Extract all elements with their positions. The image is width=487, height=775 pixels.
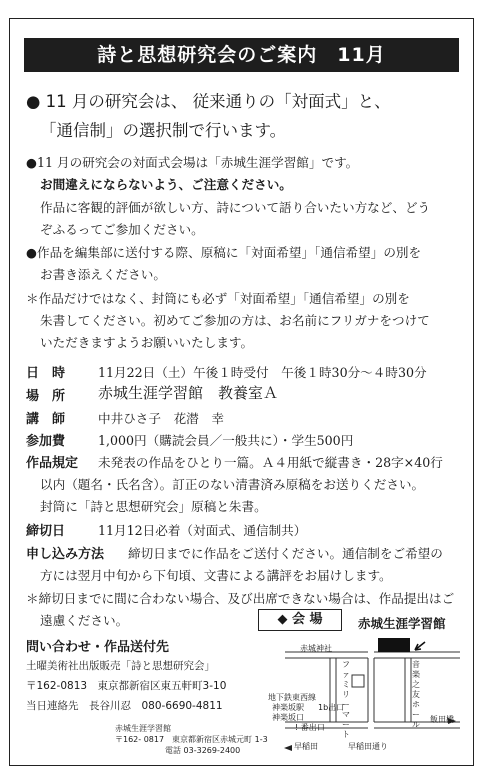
bullet-3-line-3: いただきますようお願いいたします。	[40, 335, 254, 350]
page-title: 詩と思想研究会のご案内 11月	[24, 38, 459, 72]
bullet-2-line-1: ●作品を編集部に送付する際、原稿に「対面希望」「通信希望」の別を	[26, 245, 422, 260]
venue-phone: 電話 03-3269-2400	[165, 746, 241, 755]
venue-name: 赤城生涯学習館	[115, 724, 171, 733]
apply-line-1: 締切日までに作品をご送付ください。通信制をご希望の	[128, 546, 443, 561]
bullet-3-line-1: ＊作品だけではなく、封筒にも必ず「対面希望」「通信希望」の別を	[26, 291, 410, 306]
intro-line-1: ● 11 月の研究会は、 従来通りの「対面式」と、	[26, 92, 391, 111]
map-iidabashi: 飯田橋	[430, 715, 454, 724]
rule-line-2: 以内（題名・氏名含）。訂正のない清書済み原稿をお送りください。	[40, 477, 425, 492]
date-label: 日 時	[26, 366, 66, 381]
map-waseda-street: 早稲田通り	[348, 742, 388, 751]
place-label: 場 所	[26, 389, 66, 404]
map-subway-1: 地下鉄東西線	[268, 693, 316, 702]
map-subway-2: 神楽坂駅	[272, 703, 304, 712]
map-subway-3: 神楽坂口	[272, 713, 304, 722]
bullet-2-line-2: お書き添えください。	[40, 267, 166, 282]
west-arrow-icon	[284, 745, 292, 751]
venue-building-icon	[378, 638, 410, 652]
contact-org: 土曜美術社出版販売「詩と思想研究会」	[26, 660, 215, 672]
map-road-vertical	[368, 658, 374, 722]
bullet-1-line-2: お間違えにならないよう、ご注意ください。	[40, 177, 292, 192]
intro-line-2: 「通信制」の選択制で行います。	[40, 121, 287, 140]
place-value: 赤城生涯学習館 教養室Ａ	[98, 384, 279, 402]
map-exit-label: 1b出口	[318, 703, 345, 712]
apply-label: 申し込み方法	[26, 547, 105, 562]
map-familymart: ファミリーマート	[342, 660, 350, 739]
map-road-right	[405, 658, 411, 722]
venue-arrow-icon	[415, 642, 425, 650]
map-exit-num: ! 番出口	[295, 723, 325, 732]
note-line-1: ＊締切日までに間に合わない場合、及び出席できない場合は、作品提出はご	[26, 591, 455, 606]
bullet-3-line-2: 朱書してください。初めてご参加の方は、お名前にフリガナをつけて	[40, 313, 430, 328]
bullet-1-line-1: ●11 月の研究会の対面式会場は「赤城生涯学習館」です。	[26, 155, 359, 170]
apply-line-2: 方には翌月中旬から下旬頃、文書による講評をお届けします。	[40, 568, 392, 583]
fee-value: 1,000円（購読会員／一般共に）・学生500円	[98, 433, 354, 448]
contact-phone: 当日連絡先 長谷川忍 080-6690-4811	[26, 700, 223, 712]
rule-line-1: 未発表の作品をひとり一篇。Ａ４用紙で縦書き・28字×40行	[98, 455, 443, 470]
lecturer-label: 講 師	[26, 412, 66, 427]
deadline-label: 締切日	[26, 524, 66, 539]
bullet-1-line-3: 作品に客観的評価が欲しい方、詩について語り合いたい方など、どう	[40, 200, 431, 215]
rule-label: 作品規定	[26, 456, 79, 471]
deadline-value: 11月12日必着（対面式、通信制共）	[98, 523, 307, 538]
note-line-2: 遠慮ください。	[40, 613, 129, 628]
lecturer-value: 中井ひさ子 花潜 幸	[98, 411, 224, 426]
fee-label: 参加費	[26, 434, 66, 449]
map-waseda: 早稲田	[294, 742, 318, 751]
map-venue-label: 赤城生涯学習館	[358, 616, 446, 631]
map-ongaku-hall: 音楽之友ホール	[412, 660, 420, 729]
contact-header: 問い合わせ・作品送付先	[26, 640, 170, 655]
map-shrine-label: 赤城神社	[300, 644, 332, 653]
bullet-1-line-4: ぞふるってご参加ください。	[40, 222, 204, 237]
venue-postal: 〒162- 0817 東京都新宿区赤城元町 1-3	[115, 735, 268, 744]
date-value: 11月22日（土）午後１時受付 午後１時30分～４時30分	[98, 365, 427, 380]
rule-line-3: 封筒に「詩と思想研究会」原稿と朱書。	[40, 499, 267, 514]
contact-postal: 〒162-0813 東京都新宿区東五軒町3-10	[26, 680, 227, 692]
venue-heading: ◆ 会 場	[258, 609, 342, 631]
